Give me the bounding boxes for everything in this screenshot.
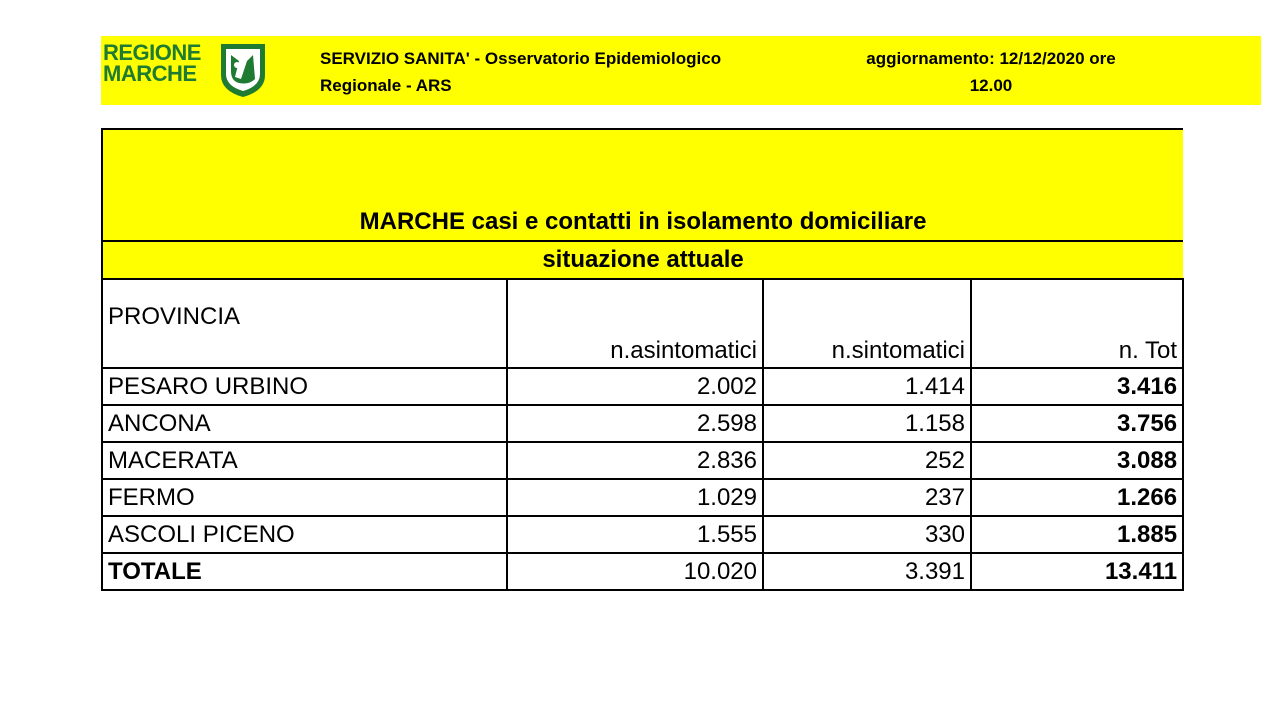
table-row [102, 516, 1183, 553]
table-title: MARCHE casi e contatti in isolamento domiciliare [102, 129, 1183, 241]
logo-line-2: MARCHE [103, 61, 197, 86]
cell-asintomatici: 2.002 [507, 368, 763, 405]
table-row [102, 442, 1183, 479]
update-line-1: aggiornamento: 12/12/2020 ore [866, 49, 1116, 68]
table-row [102, 368, 1183, 405]
table-subtitle-row [102, 241, 1183, 279]
cell-tot: 3.756 [971, 405, 1183, 442]
cell-asintomatici: 2.836 [507, 442, 763, 479]
total-tot: 13.411 [971, 553, 1183, 590]
service-line-1: SERVIZIO SANITA' - Osservatorio Epidemiologico [320, 49, 722, 68]
column-header-tot: n. Tot [971, 279, 1183, 368]
cell-sintomatici: 1.158 [763, 405, 971, 442]
cell-sintomatici: 237 [763, 479, 971, 516]
cell-tot: 3.416 [971, 368, 1183, 405]
cell-tot: 3.088 [971, 442, 1183, 479]
cell-sintomatici: 252 [763, 442, 971, 479]
cell-sintomatici: 1.414 [763, 368, 971, 405]
update-line-2: 12.00 [969, 76, 1013, 95]
table-row [102, 479, 1183, 516]
cell-sintomatici: 330 [763, 516, 971, 553]
total-row [102, 553, 1183, 590]
logo-line-1: REGIONE [103, 40, 201, 65]
cell-tot: 1.266 [971, 479, 1183, 516]
service-title [320, 45, 810, 99]
regione-marche-logo-text [103, 42, 201, 84]
table-title-row [102, 129, 1183, 241]
total-sintomatici: 3.391 [763, 553, 971, 590]
report-header [101, 36, 1261, 105]
cell-asintomatici: 1.555 [507, 516, 763, 553]
service-line-2: Regionale - ARS [320, 76, 452, 95]
table-row [102, 405, 1183, 442]
cell-asintomatici: 1.029 [507, 479, 763, 516]
cell-provincia: ASCOLI PICENO [102, 516, 507, 553]
total-label: TOTALE [102, 553, 507, 590]
cell-asintomatici: 2.598 [507, 405, 763, 442]
table-subtitle: situazione attuale [102, 241, 1183, 279]
column-header-provincia: PROVINCIA [102, 279, 507, 368]
cell-provincia: FERMO [102, 479, 507, 516]
cell-tot: 1.885 [971, 516, 1183, 553]
update-info [831, 45, 1151, 99]
cell-provincia: ANCONA [102, 405, 507, 442]
isolation-table [101, 128, 1184, 591]
regione-marche-shield-icon [217, 41, 269, 99]
cell-provincia: MACERATA [102, 442, 507, 479]
column-header-asintomatici: n.asintomatici [507, 279, 763, 368]
column-header-sintomatici: n.sintomatici [763, 279, 971, 368]
total-asintomatici: 10.020 [507, 553, 763, 590]
cell-provincia: PESARO URBINO [102, 368, 507, 405]
column-header-row [102, 279, 1183, 368]
